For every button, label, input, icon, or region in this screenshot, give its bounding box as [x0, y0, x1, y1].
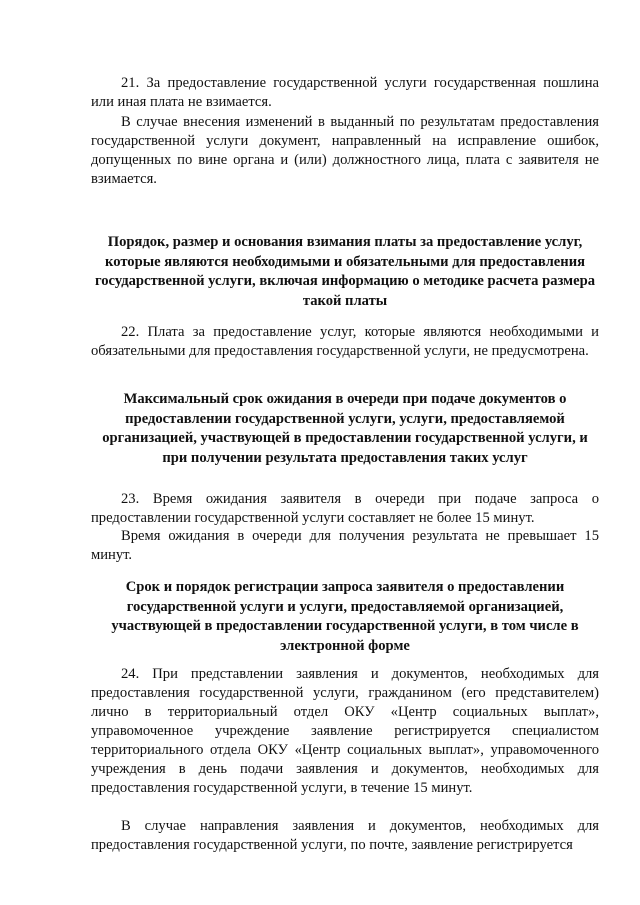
heading-fee-procedure: Порядок, размер и основания взимания платы за предоставление услуг, которые являются необходимыми и обязательными для предоставления государственной услуги, включая информацию о методике расчета размера такой платы	[94, 234, 596, 309]
paragraph-23-result-waiting: Время ожидания в очереди для получения результата не превышает 15 минут.	[91, 528, 599, 563]
paragraph-24-mail: В случае направления заявления и документов, необходимых для предоставления государственной услуги, по почте, заявление регистрируется	[91, 818, 599, 853]
heading-registration: Срок и порядок регистрации запроса заявителя о предоставлении государственной услуги и услуги, предоставляемой организацией, участвующей в предоставлении государственной услуги, в том числе в электронной форме	[111, 579, 579, 654]
paragraph-21-correction: В случае внесения изменений в выданный по результатам предоставления государственной услуги документ, направленный на исправление ошибок, допущенных по вине органа и (или) должностного лица, плата с заявителя не взимается.	[91, 114, 599, 187]
heading-queue-time: Максимальный срок ожидания в очереди при подаче документов о предоставлении государственной услуги, услуги, предоставляемой организацией, участвующей в предоставлении государственной услуги, и при получении результата предоставления таких услуг	[102, 391, 588, 466]
paragraph-23-waiting: 23. Время ожидания заявителя в очереди при подаче запроса о предоставлении государственной услуги составляет не более 15 минут.	[91, 491, 599, 526]
paragraph-22-fee: 22. Плата за предоставление услуг, которые являются необходимыми и обязательными для предоставления государственной услуги, не предусмотрена.	[91, 324, 599, 359]
paragraph-24-registration: 24. При представлении заявления и документов, необходимых для предоставления государственной услуги, гражданином (его представителем) лично в территориальный отдел ОКУ «Центр социальных выплат», управомоченное учреждение заявление регистрируется специалистом территориального отдела ОКУ «Центр социальных выплат», управомоченного учреждения в день подачи заявления и документов, необходимых для предоставления государственной услуги, в течение 15 минут.	[91, 666, 599, 796]
paragraph-21-fee: 21. За предоставление государственной услуги государственная пошлина или иная плата не взимается.	[91, 75, 599, 110]
